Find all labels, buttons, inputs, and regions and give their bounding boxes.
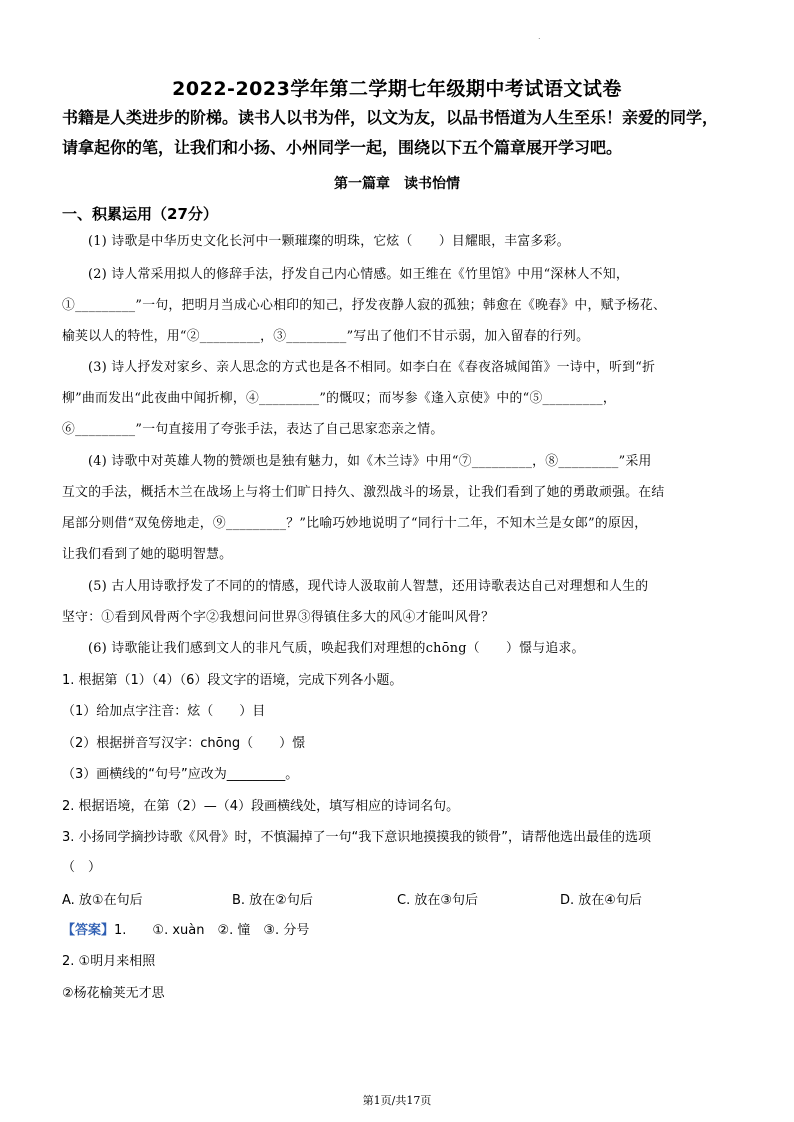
passage-paragraph-3 [62,352,732,445]
passage-paragraph-2 [62,259,732,352]
passage-p4-line2: 互文的手法，概括木兰在战场上与将士们旷日持久、激烈战斗的场景，让我们看到了她的勇敢顽强。在结 [62,485,665,500]
question-1-3: （3）画横线的“句号”应改为_________。 [62,767,299,782]
passage-paragraph-1 [62,226,732,257]
section-heading: 第一篇章 读书怡情 [334,176,460,192]
question-3-line1: 3. 小扬同学摘抄诗歌《风骨》时，不慎漏掉了一句“我下意识地摸摸我的锁骨”，请帮他选出最佳的选项 [62,830,652,845]
passage-p4-line3: 尾部分则借“双兔傍地走，⑨_________？”比喻巧妙地说明了“同行十二年，不知木兰是女郎”的原因， [62,516,648,531]
question-1-1: （1）给加点字注音：炫（ ）目 [62,704,266,719]
passage-p3-line1: (3) 诗人抒发对家乡、亲人思念的方式也是各不相同。如李白在《春夜洛城闻笛》一诗中，听到“折 [88,360,656,375]
part-heading: 一、积累运用（27分） [62,205,218,223]
passage-p3-line3: ⑥_________”一句直接用了夸张手法，表达了自己思家恋亲之情。 [62,422,444,437]
answer-line-1 [62,921,742,941]
option-b: B. 放在②句后 [232,893,313,908]
passage-paragraph-4 [62,446,732,570]
passage-p1: (1) 诗歌是中华历史文化长河中一颗璀璨的明珠，它炫（ ）目耀眼，丰富多彩。 [88,234,570,249]
passage-p2-line1: (2) 诗人常采用拟人的修辞手法，抒发自己内心情感。如王维在《竹里馆》中用“深林人不知， [88,267,630,282]
passage-paragraph-5 [62,571,732,633]
question-1-2: （2）根据拼音写汉字：chōng（ ）憬 [62,736,306,751]
passage-p4-line1: (4) 诗歌中对英雄人物的赞颂也是独有魅力，如《木兰诗》中用“⑦_________，⑧_________”采用 [88,454,652,469]
answer-line-3: ②杨花榆荚无才思 [62,986,165,1001]
option-d: D. 放在④句后 [560,893,642,908]
passage-p5-line2: 坚守：①看到风骨两个字②我想问问世界③得镇住多大的风④才能叫风骨？ [62,610,495,625]
passage-p2-line2: ①_________”一句，把明月当成心心相印的知己，抒发夜静人寂的孤独；韩愈在《晚春》中，赋予杨花、 [62,298,667,313]
answer-tag: 【答案】 [62,923,115,938]
passage-p4-line4: 让我们看到了她的聪明智慧。 [62,547,233,562]
page-footer: 第1页/共17页 [362,1094,432,1107]
question-3-line2: （ ） [62,860,102,875]
answer-1: 1. ①. xuàn ②. 憧 ③. 分号 [114,923,310,938]
page-title: 2022-2023学年第二学期七年级期中考试语文试卷 [172,78,622,100]
corner-mark: . [538,32,541,41]
option-a: A. 放①在句后 [62,893,143,908]
passage-p5-line1: (5) 古人用诗歌抒发了不同的的情感，现代诗人汲取前人智慧，还用诗歌表达自己对理想和人生的 [88,579,649,594]
option-c: C. 放在③句后 [397,893,478,908]
passage-p6: (6) 诗歌能让我们感到文人的非凡气质，唤起我们对理想的chōng（ ）憬与追求。 [88,641,585,656]
question-1: 1. 根据第（1）（4）（6）段文字的语境，完成下列各小题。 [62,673,403,688]
question-2: 2. 根据语境，在第（2）—（4）段画横线处，填写相应的诗词名句。 [62,799,460,814]
passage-p3-line2: 柳”曲而发出“此夜曲中闻折柳，④_________”的慨叹；而岑参《逢入京使》中的“⑤_________， [62,391,616,406]
passage-p2-line3: 榆荚以人的特性，用“②_________，③_________”写出了他们不甘示弱，加入留春的行列。 [62,329,590,344]
answer-line-2: 2. ①明月来相照 [62,954,156,969]
intro-line-1: 书籍是人类进步的阶梯。读书人以书为伴，以文为友，以品书悟道为人生至乐！亲爱的同学， [62,108,719,127]
intro-line-2: 请拿起你的笔，让我们和小扬、小州同学一起，围绕以下五个篇章展开学习吧。 [62,138,623,157]
passage-paragraph-6 [62,633,732,664]
